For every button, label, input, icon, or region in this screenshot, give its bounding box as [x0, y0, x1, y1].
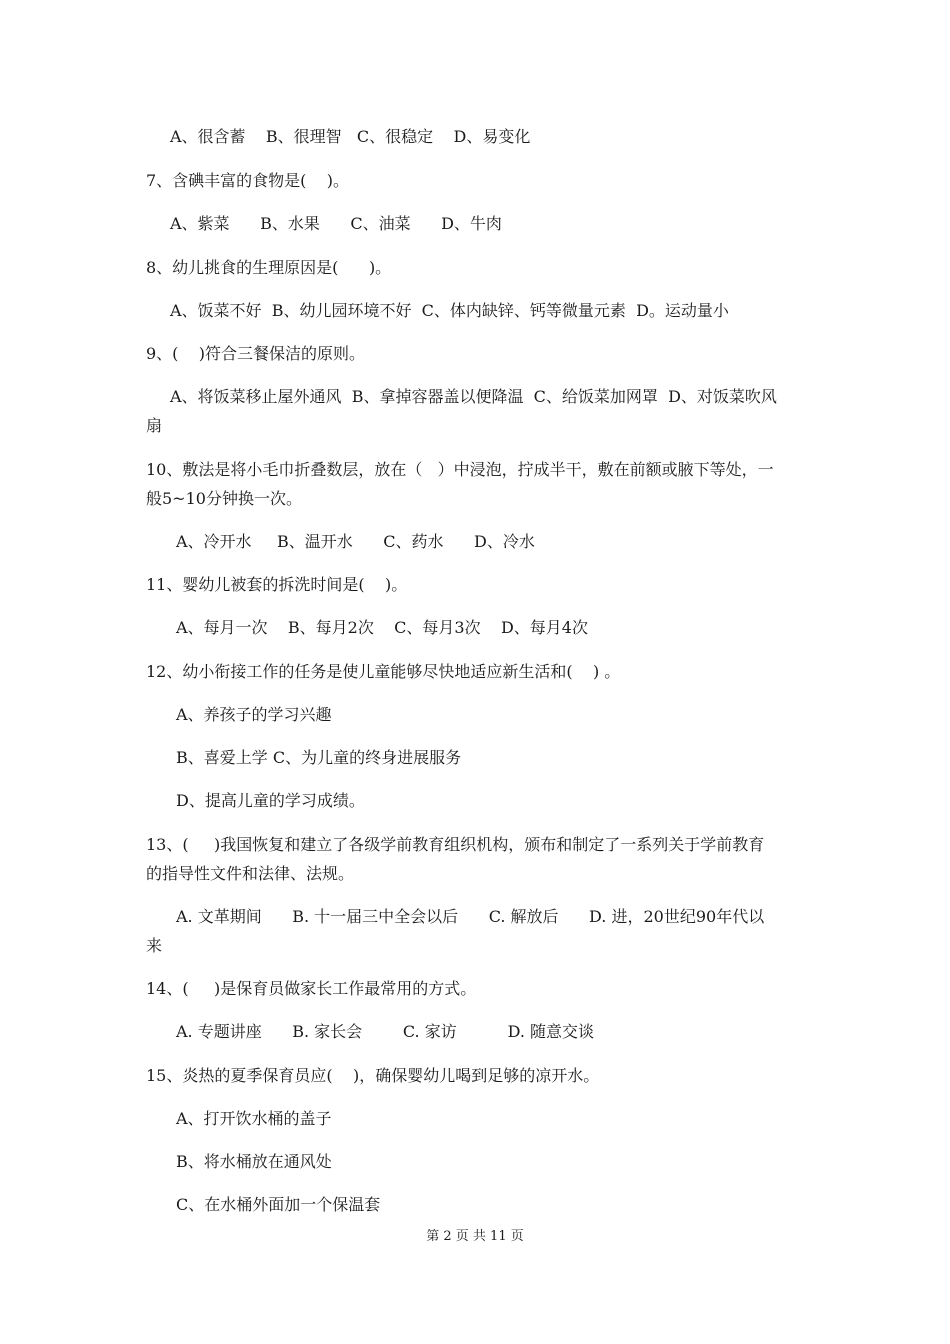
q8-options: A、饭菜不好 B、幼儿园环境不好 C、体内缺锌、钙等微量元素 D。运动量小 — [170, 301, 729, 320]
q12-option-d: D、提高儿童的学习成绩。 — [176, 791, 365, 810]
q14-options: A. 专题讲座 B. 家长会 C. 家访 D. 随意交谈 — [176, 1022, 594, 1041]
q9-question: 9、( )符合三餐保洁的原则。 — [146, 344, 366, 363]
q13-options: A. 文革期间 B. 十一届三中全会以后 C. 解放后 D. 进，20世纪90年代以 — [176, 907, 765, 926]
q11-question: 11、婴幼儿被套的拆洗时间是( )。 — [146, 575, 408, 594]
q9-options-cont: 扇 — [146, 416, 163, 435]
q13-question: 13、( )我国恢复和建立了各级学前教育组织机构，颁布和制定了一系列关于学前教育 — [146, 835, 765, 854]
q10-question: 10、敷法是将小毛巾折叠数层，放在（ ）中浸泡，拧成半干，敷在前额或腋下等处，一 — [146, 460, 774, 479]
q9-options: A、将饭菜移止屋外通风 B、拿掉容器盖以便降温 C、给饭菜加网罩 D、对饭菜吹风 — [170, 387, 777, 406]
q13-options-cont: 来 — [146, 936, 163, 955]
q11-options: A、每月一次 B、每月2次 C、每月3次 D、每月4次 — [176, 618, 588, 637]
q8-question: 8、幼儿挑食的生理原因是( )。 — [146, 258, 392, 277]
q10-question-cont: 般5~10分钟换一次。 — [146, 489, 302, 508]
q15-option-b: B、将水桶放在通风处 — [176, 1152, 332, 1171]
page-footer: 第 2 页 共 11 页 — [426, 1229, 524, 1244]
q15-question: 15、炎热的夏季保育员应( )，确保婴幼儿喝到足够的凉开水。 — [146, 1066, 600, 1085]
q15-option-a: A、打开饮水桶的盖子 — [176, 1109, 332, 1128]
q12-option-a: A、养孩子的学习兴趣 — [176, 705, 332, 724]
q6-options: A、很含蓄 B、很理智 C、很稳定 D、易变化 — [170, 127, 531, 146]
q10-options: A、冷开水 B、温开水 C、药水 D、冷水 — [176, 532, 535, 551]
q7-options: A、紫菜 B、水果 C、油菜 D、牛肉 — [170, 214, 502, 233]
q15-option-c: C、在水桶外面加一个保温套 — [176, 1195, 381, 1214]
q7-question: 7、含碘丰富的食物是( )。 — [146, 171, 350, 190]
q12-question: 12、幼小衔接工作的任务是使儿童能够尽快地适应新生活和( ) 。 — [146, 662, 621, 681]
q14-question: 14、( )是保育员做家长工作最常用的方式。 — [146, 979, 477, 998]
q12-option-bc: B、喜爱上学 C、为儿童的终身进展服务 — [176, 748, 462, 767]
q13-question-cont: 的指导性文件和法律、法规。 — [146, 864, 355, 883]
